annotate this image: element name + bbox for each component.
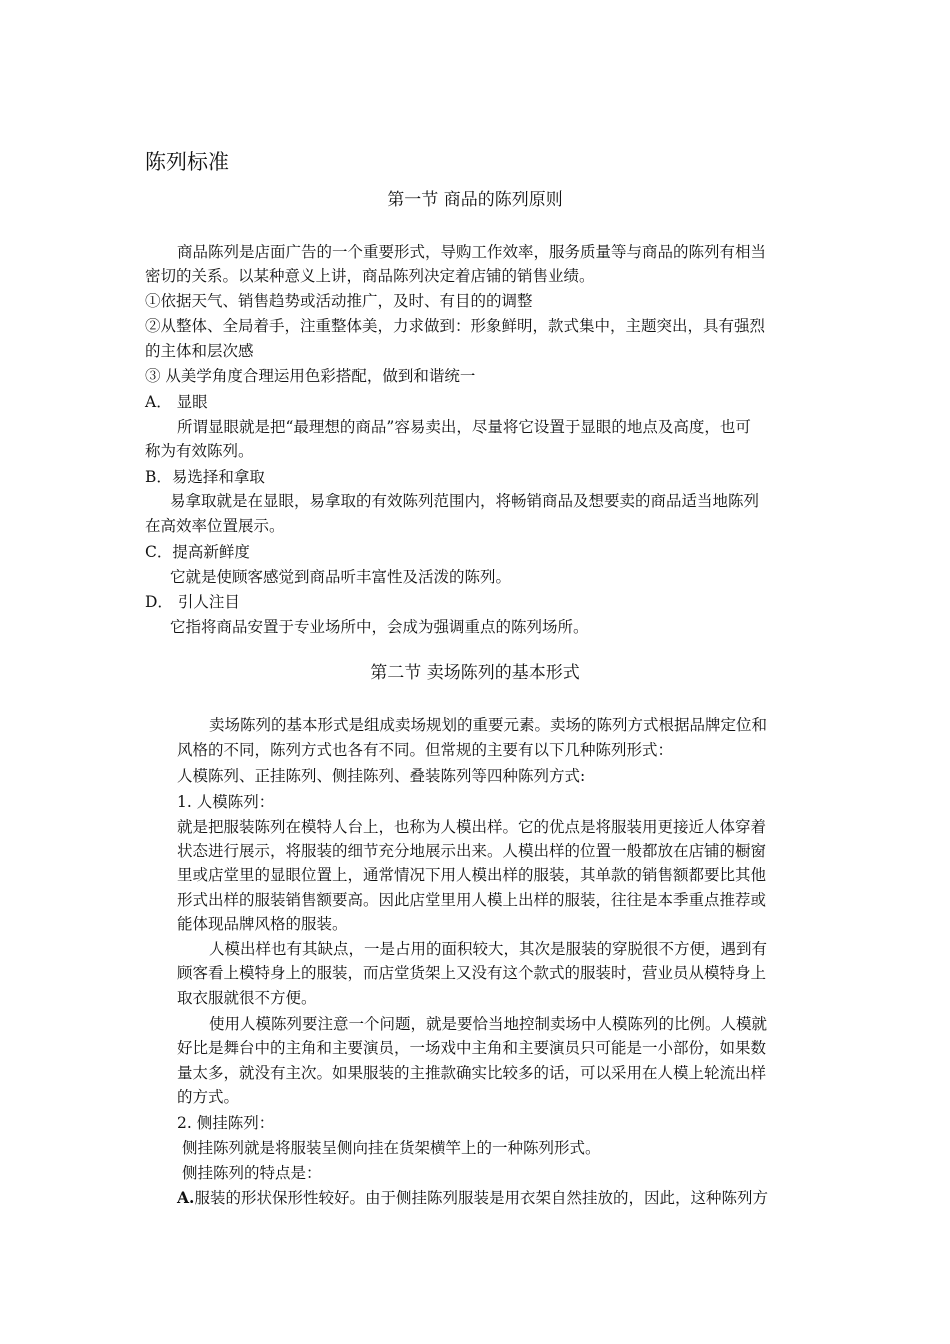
mannequin-para2-line1: 人模出样也有其缺点，一是占用的面积较大，其次是服装的穿脱很不方便，遇到有: [209, 940, 768, 958]
side-hanging-point-a-label: A.: [177, 1188, 195, 1207]
mannequin-para3-line4: 的方式。: [177, 1088, 240, 1106]
section1-intro-line2: 密切的关系。以某种意义上讲，商品陈列决定着店铺的销售业绩。: [145, 267, 595, 285]
point-c-body: 它就是使顾客感觉到商品听丰富性及活泼的陈列。: [170, 568, 512, 586]
section2-intro-line2: 风格的不同，陈列方式也各有不同。但常规的主要有以下几种陈列形式：: [177, 741, 674, 759]
point-d-heading: D． 引人注目: [145, 593, 240, 611]
mannequin-body-line2: 状态进行展示，将服装的细节充分地展示出来。人模出样的位置一般都放在店铺的橱窗: [177, 842, 767, 860]
point-a-body-line2: 称为有效陈列。: [145, 442, 254, 460]
mannequin-para2-line3: 取衣服就很不方便。: [177, 989, 317, 1007]
mannequin-body-line5: 能体现品牌风格的服装。: [177, 915, 348, 933]
principle-item-2-line2: 的主体和层次感: [145, 342, 254, 360]
section2-heading: 第二节 卖场陈列的基本形式: [370, 663, 580, 683]
point-c-heading: C．提高新鲜度: [145, 543, 250, 561]
principle-item-1: ①依据天气、销售趋势或活动推广，及时、有目的的调整: [145, 292, 533, 310]
section1-heading: 第一节 商品的陈列原则: [387, 190, 563, 210]
point-b-body-line2: 在高效率位置展示。: [145, 517, 285, 535]
mannequin-para3-line1: 使用人模陈列要注意一个问题，就是要恰当地控制卖场中人模陈列的比例。人模就: [209, 1015, 768, 1033]
side-hanging-body-line2: 侧挂陈列的特点是：: [182, 1164, 322, 1182]
section2-intro-line3: 人模陈列、正挂陈列、侧挂陈列、叠装陈列等四种陈列方式:: [177, 767, 586, 785]
point-b-heading: B．易选择和拿取: [145, 468, 265, 486]
point-d-body: 它指将商品安置于专业场所中，会成为强调重点的陈列场所。: [170, 618, 589, 636]
mannequin-body-line3: 里或店堂里的显眼位置上，通常情况下用人模出样的服装，其单款的销售额都要比其他: [177, 866, 767, 884]
mannequin-body-line1: 就是把服装陈列在模特人台上，也称为人模出样。它的优点是将服装用更接近人体穿着: [177, 818, 767, 836]
mannequin-para3-line2: 好比是舞台中的主角和主要演员，一场戏中主角和主要演员只可能是一小部份，如果数: [177, 1039, 767, 1057]
side-hanging-body-line1: 侧挂陈列就是将服装呈侧向挂在货架横竿上的一种陈列形式。: [182, 1139, 601, 1157]
mannequin-heading: 1. 人模陈列：: [177, 793, 275, 811]
side-hanging-point-a: [177, 1187, 768, 1209]
principle-item-3: ③ 从美学角度合理运用色彩搭配，做到和谐统一: [145, 367, 476, 385]
mannequin-para2-line2: 顾客看上模特身上的服装，而店堂货架上又没有这个款式的服装时，营业员从模特身上: [177, 964, 767, 982]
section1-intro-line1: 商品陈列是店面广告的一个重要形式，导购工作效率，服务质量等与商品的陈列有相当: [177, 243, 767, 261]
point-a-heading: A． 显眼: [145, 393, 208, 411]
document-title: 陈列标准: [145, 150, 229, 174]
mannequin-body-line4: 形式出样的服装销售额要高。因此店堂里用人模上出样的服装，往往是本季重点推荐或: [177, 891, 767, 909]
point-b-body-line1: 易拿取就是在显眼，易拿取的有效陈列范围内，将畅销商品及想要卖的商品适当地陈列: [170, 492, 760, 510]
mannequin-para3-line3: 量太多，就没有主次。如果服装的主推款确实比较多的话，可以采用在人模上轮流出样: [177, 1064, 767, 1082]
principle-item-2-line1: ②从整体、全局着手，注重整体美，力求做到：形象鲜明，款式集中，主题突出，具有强烈: [145, 317, 766, 335]
side-hanging-point-a-text: 服装的形状保形性较好。由于侧挂陈列服装是用衣架自然挂放的，因此，这种陈列方: [194, 1189, 768, 1207]
point-a-body-line1: 所谓显眼就是把“最理想的商品”容易卖出，尽量将它设置于显眼的地点及高度，也可: [177, 418, 751, 436]
side-hanging-heading: 2. 侧挂陈列：: [177, 1114, 275, 1132]
section2-intro-line1: 卖场陈列的基本形式是组成卖场规划的重要元素。卖场的陈列方式根据品牌定位和: [209, 716, 768, 734]
